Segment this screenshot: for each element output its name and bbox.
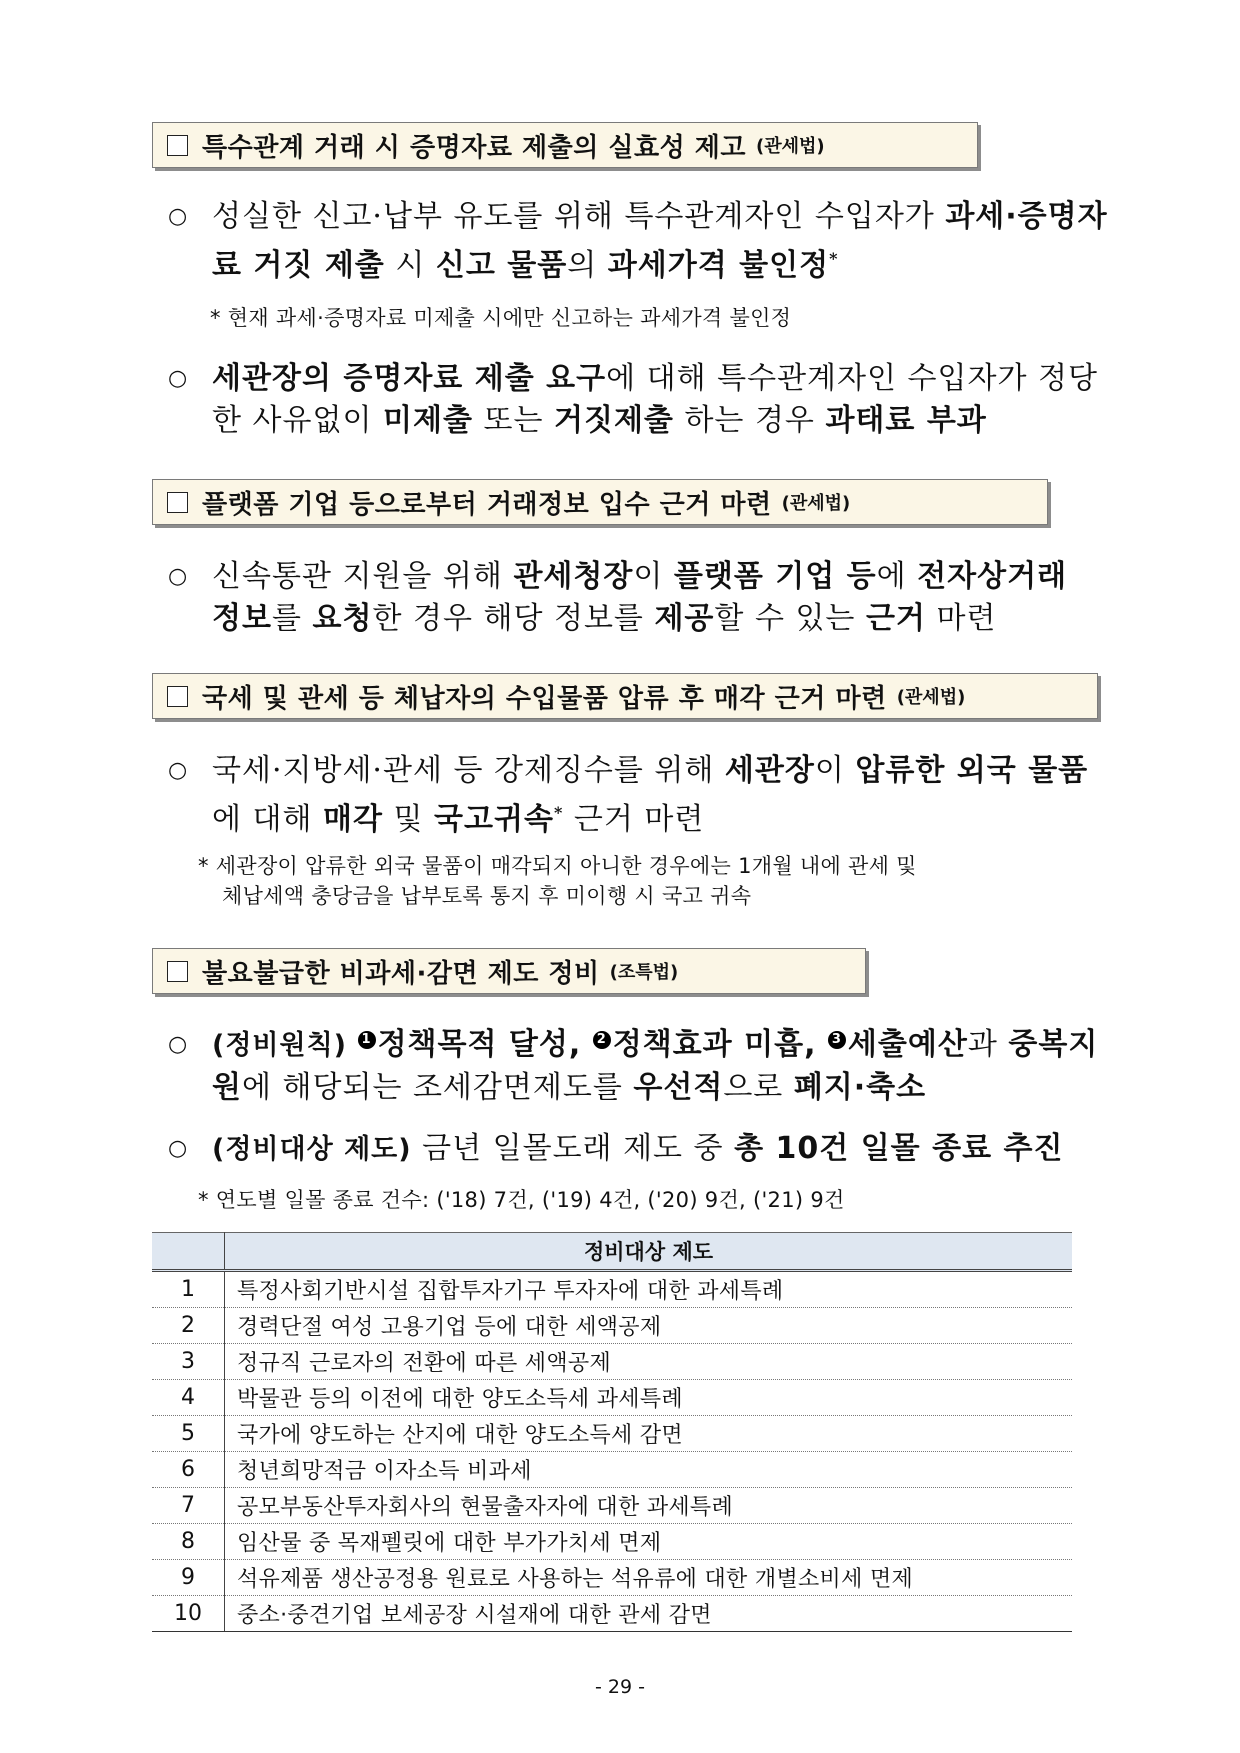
section-title: 국세 및 관세 등 체납자의 수입물품 압류 후 매각 근거 마련	[202, 683, 887, 714]
row-system-cell: 중소·중견기업 보세공장 시설재에 대한 관세 감면	[225, 1596, 1073, 1632]
text-span: 이	[814, 753, 856, 788]
section-header-2	[152, 479, 1048, 525]
row-system-cell: 공모부동산투자회사의 현물출자자에 대한 과세특례	[225, 1488, 1073, 1524]
text-span: 에 대해 특수관계자인 수입자가 정당한 사유없이	[212, 361, 1098, 438]
circled-number-icon: 2	[593, 1031, 611, 1049]
row-number-cell: 8	[152, 1524, 225, 1560]
section-header-1	[152, 122, 978, 168]
table-body	[152, 1271, 1072, 1632]
bullet-paragraph	[168, 750, 1108, 841]
text-span: ,	[804, 1027, 828, 1062]
row-system-cell: 특정사회기반시설 집합투자기구 투자자에 대한 과세특례	[225, 1271, 1073, 1308]
footnote: * 연도별 일몰 종료 건수: ('18) 7건, ('19) 4건, ('20) 9건, ('21) 9건	[198, 1188, 845, 1212]
row-number-cell: 5	[152, 1416, 225, 1452]
text-span: 를	[271, 601, 313, 636]
text-span: 에 해당되는 조세감면제도를	[241, 1070, 634, 1105]
row-number-cell: 4	[152, 1380, 225, 1416]
target-system-table	[152, 1232, 1072, 1632]
text-span: 신속통관 지원을 위해	[212, 559, 514, 594]
table-row	[152, 1308, 1072, 1344]
circled-number-icon: 1	[358, 1031, 376, 1049]
footnote-continued: 체납세액 충당금을 납부토록 통지 후 미이행 시 국고 귀속	[222, 884, 752, 908]
row-number-cell: 9	[152, 1560, 225, 1596]
bold-span: 우선적	[633, 1070, 724, 1105]
text-span: 및	[382, 802, 435, 837]
section-header-4	[152, 948, 866, 994]
table-header-row	[152, 1233, 1072, 1271]
text-span: 금년 일몰도래 제도 중	[411, 1131, 735, 1166]
footnote: * 현재 과세·증명자료 미제출 시에만 신고하는 과세가격 불인정	[210, 306, 792, 330]
text-span: 이	[633, 559, 674, 594]
bold-span: 압류한 외국 물품	[855, 753, 1089, 788]
row-system-cell: 임산물 중 목재펠릿에 대한 부가가치세 면제	[225, 1524, 1073, 1560]
table-row	[152, 1416, 1072, 1452]
text-span: 성실한 신고·납부 유도를 위해 특수관계자인 수입자가	[212, 199, 946, 234]
law-label: (조특법)	[609, 962, 679, 983]
row-number-cell: 10	[152, 1596, 225, 1632]
bold-span: 과태료 부과	[825, 403, 987, 438]
text-span: 과	[967, 1027, 1009, 1062]
text-span: 한 경우 해당 정보를	[372, 601, 655, 636]
row-system-cell: 정규직 근로자의 전환에 따른 세액공제	[225, 1344, 1073, 1380]
bold-span: 매각	[323, 802, 383, 837]
row-system-cell: 박물관 등의 이전에 대한 양도소득세 과세특례	[225, 1380, 1073, 1416]
footnote-mark: *	[829, 249, 839, 268]
bullet-circle-icon: ○	[168, 1032, 189, 1057]
table-row	[152, 1488, 1072, 1524]
bold-span: 세관장의 증명자료 제출 요구	[212, 361, 607, 396]
bold-span: 요청	[312, 601, 373, 636]
bold-span: 정책효과 미흡	[612, 1027, 805, 1062]
law-label: (관세법)	[896, 687, 966, 708]
bold-span: 신고 물품	[435, 248, 568, 283]
bold-span: 관세청장	[513, 559, 634, 594]
row-system-cell: 석유제품 생산공정용 원료로 사용하는 석유류에 대한 개별소비세 면제	[225, 1560, 1073, 1596]
table-row	[152, 1452, 1072, 1488]
text-span: 또는	[472, 403, 554, 438]
text-span: ,	[568, 1027, 593, 1062]
section-title: 불요불급한 비과세·감면 제도 정비	[202, 958, 600, 989]
bullet-circle-icon: ○	[168, 564, 189, 589]
row-number-cell: 7	[152, 1488, 225, 1524]
bold-span: 중복지원	[212, 1027, 1099, 1105]
text-span: 할 수 있는	[714, 601, 866, 636]
footnote-mark: *	[553, 803, 564, 822]
bullet-circle-icon: ○	[168, 204, 189, 229]
bullet-circle-icon: ○	[168, 1136, 189, 1161]
bold-span: 세출예산	[847, 1027, 968, 1062]
bold-span: 근거	[865, 601, 926, 636]
text-span: 시	[384, 248, 436, 283]
bold-span: 국고귀속	[434, 802, 554, 837]
text-span: 하는 경우	[673, 403, 826, 438]
bullet-paragraph	[168, 1024, 1108, 1109]
bold-span: 미제출	[382, 403, 473, 438]
section-title: 특수관계 거래 시 증명자료 제출의 실효성 제고	[202, 132, 747, 163]
text-span: 에	[876, 559, 918, 594]
law-label: (관세법)	[756, 136, 825, 157]
text-span: 의	[567, 248, 608, 283]
header-num-cell	[152, 1233, 225, 1271]
bold-span: 플랫폼 기업 등	[673, 559, 877, 594]
checkbox-square-icon	[167, 686, 188, 707]
bullet-circle-icon: ○	[168, 758, 189, 783]
law-label: (관세법)	[781, 493, 851, 514]
bold-span: 정책목적 달성	[377, 1027, 569, 1062]
table-row	[152, 1380, 1072, 1416]
bold-span: 과세가격 불인정	[607, 248, 830, 283]
row-number-cell: 2	[152, 1308, 225, 1344]
bold-span: 거짓제출	[553, 403, 674, 438]
table-row	[152, 1524, 1072, 1560]
bullet-paragraph	[168, 556, 1108, 640]
bullet-heading: (정비대상 제도)	[212, 1134, 412, 1165]
section-header-3	[152, 673, 1098, 719]
header-title-cell: 정비대상 제도	[225, 1233, 1073, 1271]
row-number-cell: 3	[152, 1344, 225, 1380]
circled-number-icon: 3	[828, 1031, 846, 1049]
bold-span: 총 10건 일몰 종료 추진	[734, 1131, 1064, 1166]
table-row	[152, 1596, 1072, 1632]
section-title: 플랫폼 기업 등으로부터 거래정보 입수 근거 마련	[202, 489, 772, 520]
bullet-circle-icon: ○	[168, 366, 189, 391]
table-row	[152, 1344, 1072, 1380]
row-system-cell: 청년희망적금 이자소득 비과세	[225, 1452, 1073, 1488]
checkbox-square-icon	[167, 492, 188, 513]
table-row	[152, 1271, 1072, 1308]
text-span: 마련	[925, 601, 997, 636]
bullet-heading: (정비원칙)	[212, 1030, 348, 1061]
row-number-cell: 1	[152, 1271, 225, 1308]
page-number: - 29 -	[595, 1676, 645, 1698]
footnote: * 세관장이 압류한 외국 물품이 매각되지 아니한 경우에는 1개월 내에 관세 및	[198, 854, 917, 878]
checkbox-square-icon	[167, 135, 188, 156]
bullet-paragraph	[168, 1128, 1108, 1171]
row-system-cell: 경력단절 여성 고용기업 등에 대한 세액공제	[225, 1308, 1073, 1344]
text-span: 근거 마련	[563, 802, 705, 837]
bold-span: 세관장	[724, 753, 815, 788]
bold-span: 제공	[654, 601, 715, 636]
checkbox-square-icon	[167, 961, 188, 982]
table-row	[152, 1560, 1072, 1596]
text-span: 으로	[723, 1070, 794, 1105]
row-number-cell: 6	[152, 1452, 225, 1488]
bold-span: 폐지·축소	[793, 1070, 927, 1105]
text-span: 에 대해	[212, 802, 324, 837]
bold-span: 전자상거래 정보	[212, 559, 1068, 636]
bold-span: 과세·증명자료 거짓 제출	[212, 199, 1108, 283]
bullet-paragraph	[168, 358, 1108, 442]
row-system-cell: 국가에 양도하는 산지에 대한 양도소득세 감면	[225, 1416, 1073, 1452]
bullet-paragraph	[168, 196, 1108, 287]
text-span: 국세·지방세·관세 등 강제징수를 위해	[212, 753, 725, 788]
